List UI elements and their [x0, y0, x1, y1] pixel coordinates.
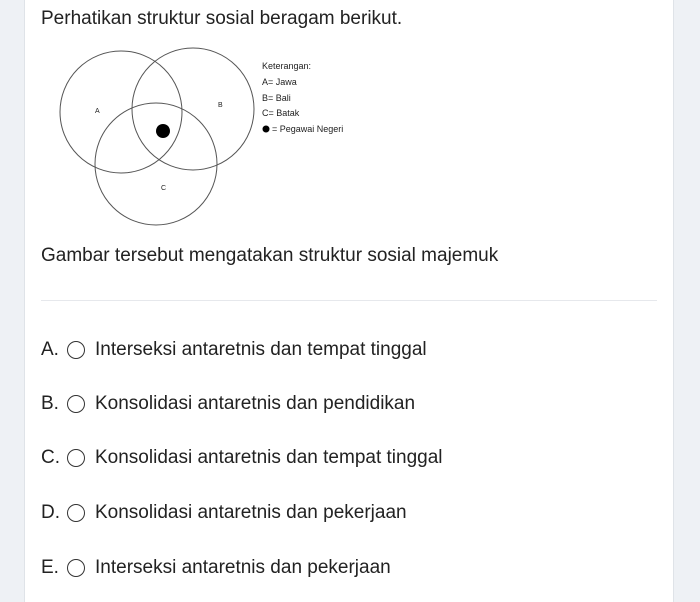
legend-item-pegawai: = Pegawai Negeri: [272, 124, 344, 134]
option-d[interactable]: [41, 499, 601, 527]
pegawai-dot: [156, 124, 170, 138]
label-b: B: [218, 102, 223, 109]
circle-c: [95, 103, 217, 225]
legend-item-a: A= Jawa: [262, 77, 297, 87]
option-text: Konsolidasi antaretnis dan tempat tinggal: [95, 447, 443, 468]
venn-diagram: [41, 44, 344, 229]
radio-icon[interactable]: [67, 504, 85, 522]
label-c: C: [161, 185, 167, 192]
option-letter: C.: [41, 447, 60, 468]
option-text: Konsolidasi antaretnis dan pendidikan: [95, 393, 416, 414]
option-letter: D.: [41, 502, 60, 523]
option-letter: A.: [41, 339, 59, 360]
question-title: Perhatikan struktur sosial beragam berikut.: [41, 8, 403, 29]
option-text: Interseksi antaretnis dan tempat tinggal: [95, 339, 427, 360]
legend-title: Keterangan:: [262, 61, 312, 71]
circle-b: [132, 48, 254, 170]
option-letter: B.: [41, 393, 59, 414]
legend-dot-icon: [263, 126, 270, 133]
question-statement: Gambar tersebut mengatakan struktur sosial majemuk: [41, 245, 499, 266]
legend-item-b: B= Bali: [262, 93, 291, 103]
label-a: A: [95, 108, 100, 115]
option-c[interactable]: [41, 444, 601, 472]
radio-icon[interactable]: [67, 559, 85, 577]
option-a[interactable]: [41, 336, 601, 364]
radio-icon[interactable]: [67, 341, 85, 359]
circle-a: [60, 51, 182, 173]
option-e[interactable]: [41, 554, 601, 582]
radio-icon[interactable]: [67, 449, 85, 467]
option-b[interactable]: [41, 390, 601, 418]
option-text: Konsolidasi antaretnis dan pekerjaan: [95, 502, 407, 523]
legend-item-c: C= Batak: [262, 108, 300, 118]
divider: [41, 300, 657, 301]
option-letter: E.: [41, 557, 59, 578]
option-text: Interseksi antaretnis dan pekerjaan: [95, 557, 391, 578]
radio-icon[interactable]: [67, 395, 85, 413]
question-card: [24, 0, 674, 602]
